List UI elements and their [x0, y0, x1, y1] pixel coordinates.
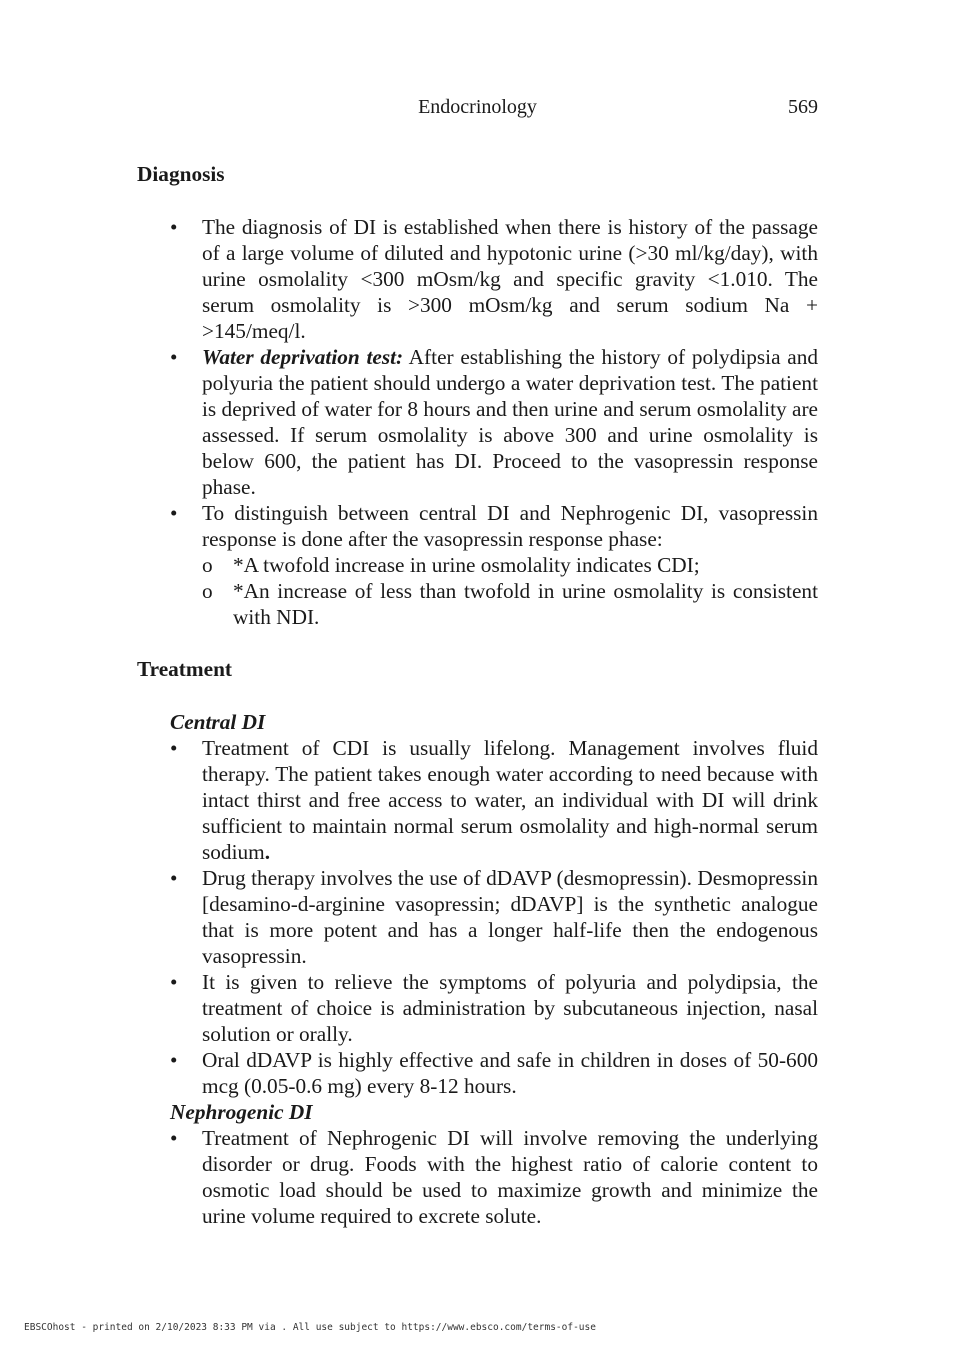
central-di-item-text: It is given to relieve the symptoms of polyuria and polydipsia, the treatment of choice is administration by subcutaneous injection, nasal solution or orally. [202, 970, 818, 1046]
diagnosis-heading: Diagnosis [137, 162, 225, 186]
ebsco-footer: EBSCOhost - printed on 2/10/2023 8:33 PM via . All use subject to https://www.ebsco.com/terms-of-use [24, 1322, 596, 1333]
running-title: Endocrinology [418, 96, 537, 118]
vasopressin-sublist [202, 552, 818, 630]
sublist-item-text: *An increase of less than twofold in urine osmolality is consistent with NDI. [233, 579, 818, 629]
running-header [137, 96, 818, 122]
central-di-item [137, 1047, 818, 1099]
central-di-item [137, 735, 818, 865]
diagnosis-item-text: To distinguish between central DI and Nephrogenic DI, vasopressin response is done after the vasopressin response phase: [202, 501, 818, 551]
nephrogenic-di-heading: Nephrogenic DI [170, 1100, 313, 1124]
diagnosis-item-water-deprivation [137, 344, 818, 500]
central-di-list [137, 735, 818, 1099]
central-di-item-text: Drug therapy involves the use of dDAVP (desmopressin). Desmopressin [desamino-d-arginine vasopressin; dDAVP] is the synthetic analogue that is more potent and has a longer half-life then the endogenous vasopressin. [202, 866, 818, 968]
diagnosis-item-text: After establishing the history of polydipsia and polyuria the patient should undergo a water deprivation test. The patient is deprived of water for 8 hours and then urine and serum osmolality are assessed. If serum osmolality is above 300 and urine osmolality is below 600, the patient has DI. Proceed to the vasopressin response phase. [202, 345, 819, 499]
central-di-item-end: . [264, 840, 271, 864]
diagnosis-item-vasopressin [137, 500, 818, 630]
central-di-item-text: Oral dDAVP is highly effective and safe in children in doses of 50-600 mcg (0.05-0.6 mg) every 8-12 hours. [202, 1048, 818, 1098]
treatment-heading: Treatment [137, 657, 233, 681]
nephrogenic-di-list [137, 1125, 818, 1229]
sublist-item-text: *A twofold increase in urine osmolality indicates CDI; [233, 553, 700, 577]
sublist-item-cdi [202, 552, 818, 578]
central-di-item-text: Treatment of CDI is usually lifelong. Management involves fluid therapy. The patient takes enough water according to need because with intact thirst and free access to water, an individual with DI will drink sufficient to maintain normal serum osmolality and high-normal serum sodium [202, 736, 818, 864]
nephrogenic-di-item [137, 1125, 818, 1229]
nephrogenic-di-item-text: Treatment of Nephrogenic DI will involve removing the underlying disorder or drug. Foods with the highest ratio of calorie content to osmotic load should be used to maximize growth and minimize the urine volume required to excrete solute. [202, 1126, 818, 1228]
diagnosis-item-text: The diagnosis of DI is established when there is history of the passage of a large volume of diluted and hypotonic urine (>30 ml/kg/day), with urine osmolality <300 mOsm/kg and specific gravity <1.010. The serum osmolality is >300 mOsm/kg and serum sodium Na + >145/meq/l. [202, 215, 818, 343]
water-deprivation-lead: Water deprivation test: [202, 345, 404, 369]
diagnosis-item-criteria [137, 214, 818, 344]
diagnosis-list [137, 214, 818, 630]
central-di-heading: Central DI [170, 710, 266, 734]
page-number: 569 [788, 96, 818, 118]
central-di-item [137, 969, 818, 1047]
page-content [137, 160, 818, 1229]
central-di-item [137, 865, 818, 969]
sublist-item-ndi [202, 578, 818, 630]
